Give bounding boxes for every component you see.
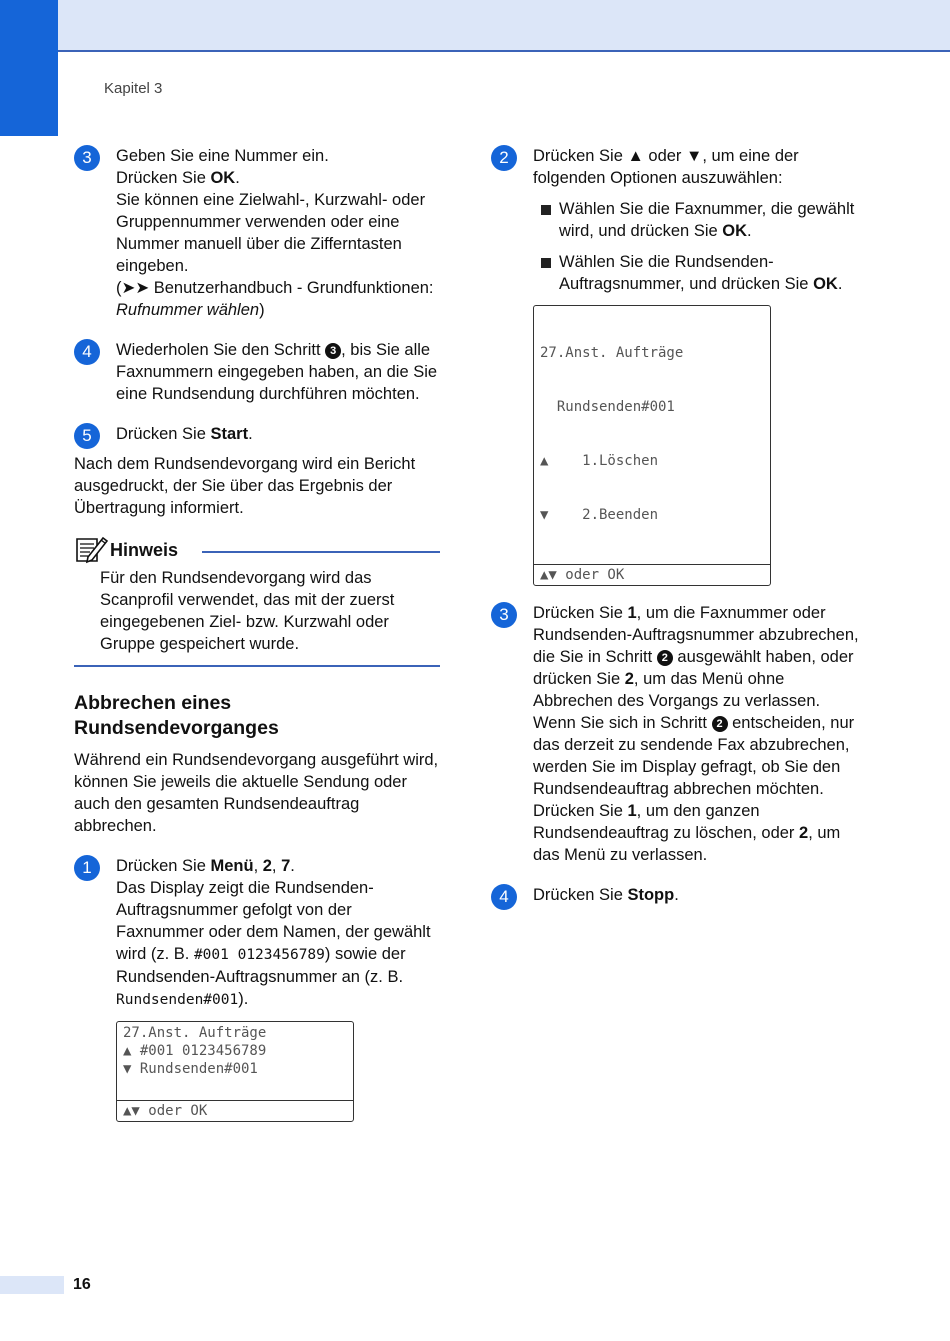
text: , (253, 856, 263, 875)
key-ok: OK (813, 275, 838, 293)
heading-line: Rundsendevorganges (74, 716, 279, 739)
text: entscheiden, nur das derzeit zu sendende Fax abzubrechen, werden Sie im Display gefragt, ob Sie den Rundsendeauftrag abbrechen möchten. Drücken Sie (533, 714, 855, 820)
reference (116, 277, 440, 321)
text: ) sowie der Rundsenden-Auftragsnummer an (z. B. (116, 944, 406, 986)
text: . (235, 169, 240, 187)
step-3-right (491, 602, 861, 866)
page-number: 16 (73, 1276, 91, 1293)
step-number: 2 (491, 145, 517, 171)
step-text (533, 884, 861, 906)
step-text (116, 339, 440, 405)
text: ) (259, 301, 265, 319)
step-number: 5 (74, 423, 100, 449)
text: . (747, 222, 752, 240)
step-line (116, 855, 440, 877)
text: Wählen Sie die Rundsenden-Auftragsnummer, und drücken Sie (559, 253, 814, 293)
text: ausgewählt haben, oder drücken Sie (533, 648, 854, 688)
step-ref-icon: 2 (712, 716, 728, 732)
chapter-label: Kapitel 3 (104, 80, 163, 97)
text: . (674, 886, 679, 904)
step-1-left (74, 855, 440, 1122)
step-5-left (74, 423, 440, 445)
step-number: 3 (491, 602, 517, 628)
text: ( (116, 279, 122, 297)
step-number: 3 (74, 145, 100, 171)
text: Benutzerhandbuch - Grundfunktionen: (149, 279, 434, 297)
lcd-line: 27.Anst. Aufträge (540, 345, 684, 361)
step-number: 4 (74, 339, 100, 365)
text: . (290, 856, 295, 875)
key-7: 7 (281, 856, 291, 875)
lcd-display (533, 305, 771, 586)
up-arrow-icon: ▲ (627, 147, 644, 165)
step-ref-icon: 3 (325, 343, 341, 359)
chapter-tab (0, 0, 58, 136)
note-bottom-rule (74, 665, 440, 667)
text: , (271, 856, 282, 875)
lcd-body (117, 1022, 353, 1100)
key-2: 2 (799, 824, 809, 842)
down-arrow-icon: ▼ (686, 147, 703, 165)
step-4-right (491, 884, 861, 906)
step-3-left (74, 145, 440, 321)
bullet-square-icon (541, 258, 551, 268)
header-band (0, 0, 950, 52)
step-text (116, 877, 440, 1011)
step-ref-icon: 2 (657, 650, 673, 666)
step-2-right (491, 145, 861, 586)
text: Drücken Sie (533, 147, 628, 165)
lcd-line: ▲ #001 0123456789 (123, 1042, 267, 1059)
note-header (74, 533, 440, 565)
arrow-icon: ➤➤ (121, 279, 150, 297)
key-2: 2 (624, 670, 634, 688)
text: Wählen Sie die Faxnummer, die gewählt wird, und drücken Sie (559, 200, 855, 240)
reference-title: Rufnummer wählen (116, 301, 260, 319)
step-text (533, 602, 861, 712)
text: Drücken Sie (533, 604, 628, 622)
key-menu: Menü (210, 856, 254, 875)
note-rule (202, 551, 440, 553)
note-box (74, 533, 440, 667)
text: . (837, 275, 843, 293)
right-column (491, 145, 861, 920)
header-rule (58, 50, 950, 52)
text: Wenn Sie sich in Schritt (533, 714, 712, 732)
bullet-item (533, 251, 861, 295)
lcd-line: ▲ 1.Löschen (540, 453, 659, 469)
step-line: Geben Sie eine Nummer ein. (116, 147, 329, 165)
text: oder (643, 147, 687, 165)
text: Drücken Sie (116, 425, 211, 443)
heading-line: Abbrechen eines (74, 691, 232, 714)
text: , um den ganzen Rundsendeauftrag zu löschen, oder (533, 802, 800, 842)
text: Das Display zeigt die Rundsenden-Auftragsnummer gefolgt von der Faxnummer oder dem Namen, der gewählt wird (z. B. (116, 878, 431, 963)
paragraph: Nach dem Rundsendevorgang wird ein Bericht ausgedruckt, der Sie über das Ergebnis der Übertragung informiert. (74, 455, 416, 517)
step-line (116, 167, 440, 189)
step-text (533, 145, 861, 189)
text: ). (238, 989, 249, 1008)
footer-band (0, 1276, 64, 1294)
display-sample: Rundsenden#001 (116, 991, 239, 1008)
step-text (533, 712, 861, 866)
lcd-display (116, 1021, 354, 1122)
text: , um das Menü zu verlassen. (533, 824, 841, 864)
text: , bis Sie alle Faxnummern eingegeben haben, an die Sie eine Rundsendung durchführen möchten. (116, 341, 438, 403)
left-column (74, 145, 440, 1136)
section-intro: Während ein Rundsendevorgang ausgeführt wird, können Sie jeweils die aktuelle Sendung oder auch den gesamten Rundsendeauftrag abbrechen. (74, 750, 439, 835)
lcd-blank-line (123, 1078, 347, 1096)
note-text: Für den Rundsendevorgang wird das Scanprofil verwendet, das mit der zuerst eingegebenen Ziel- bzw. Kurzwahl oder Gruppe gespeichert wurde. (100, 569, 395, 653)
key-1: 1 (627, 802, 637, 820)
lcd-body (534, 306, 770, 564)
step-number: 4 (491, 884, 517, 910)
step-4-left (74, 339, 440, 405)
section-heading (74, 691, 440, 741)
lcd-footer: ▲▼ oder OK (534, 564, 770, 585)
key-stop: Stopp (627, 886, 675, 904)
bullet-square-icon (541, 205, 551, 215)
step-text: Sie können eine Zielwahl-, Kurzwahl- oder Gruppennummer verwenden oder eine Nummer manuell über die Zifferntasten eingeben. (116, 191, 426, 275)
display-sample: #001 0123456789 (193, 946, 325, 963)
text: , um das Menü ohne Abbrechen des Vorgangs zu verlassen. (533, 670, 821, 710)
text: Drücken Sie (533, 886, 628, 904)
text: Drücken Sie (116, 856, 211, 875)
key-1: 1 (627, 604, 637, 622)
text: , um eine der folgenden Optionen auszuwählen: (533, 147, 799, 187)
step-number: 1 (74, 855, 100, 881)
text: Wiederholen Sie den Schritt (116, 341, 326, 359)
step-text (116, 423, 440, 445)
key-ok: OK (722, 222, 748, 240)
key-2: 2 (262, 856, 272, 875)
lcd-line: 27.Anst. Aufträge (123, 1024, 267, 1041)
note-title: Hinweis (110, 540, 179, 560)
lcd-line: Rundsenden#001 (540, 399, 675, 415)
lcd-footer: ▲▼ oder OK (117, 1100, 353, 1121)
lcd-line: ▼ Rundsenden#001 (123, 1060, 258, 1077)
lcd-line: ▼ 2.Beenden (540, 507, 659, 523)
key-start: Start (210, 425, 249, 443)
bullet-item (533, 198, 861, 242)
text: Drücken Sie (116, 169, 211, 187)
note-pencil-icon (74, 533, 108, 565)
text: . (248, 425, 253, 443)
key-ok: OK (210, 169, 236, 187)
text: , um die Faxnummer oder Rundsenden-Auftragsnummer abzubrechen, die Sie in Schritt (533, 604, 859, 666)
